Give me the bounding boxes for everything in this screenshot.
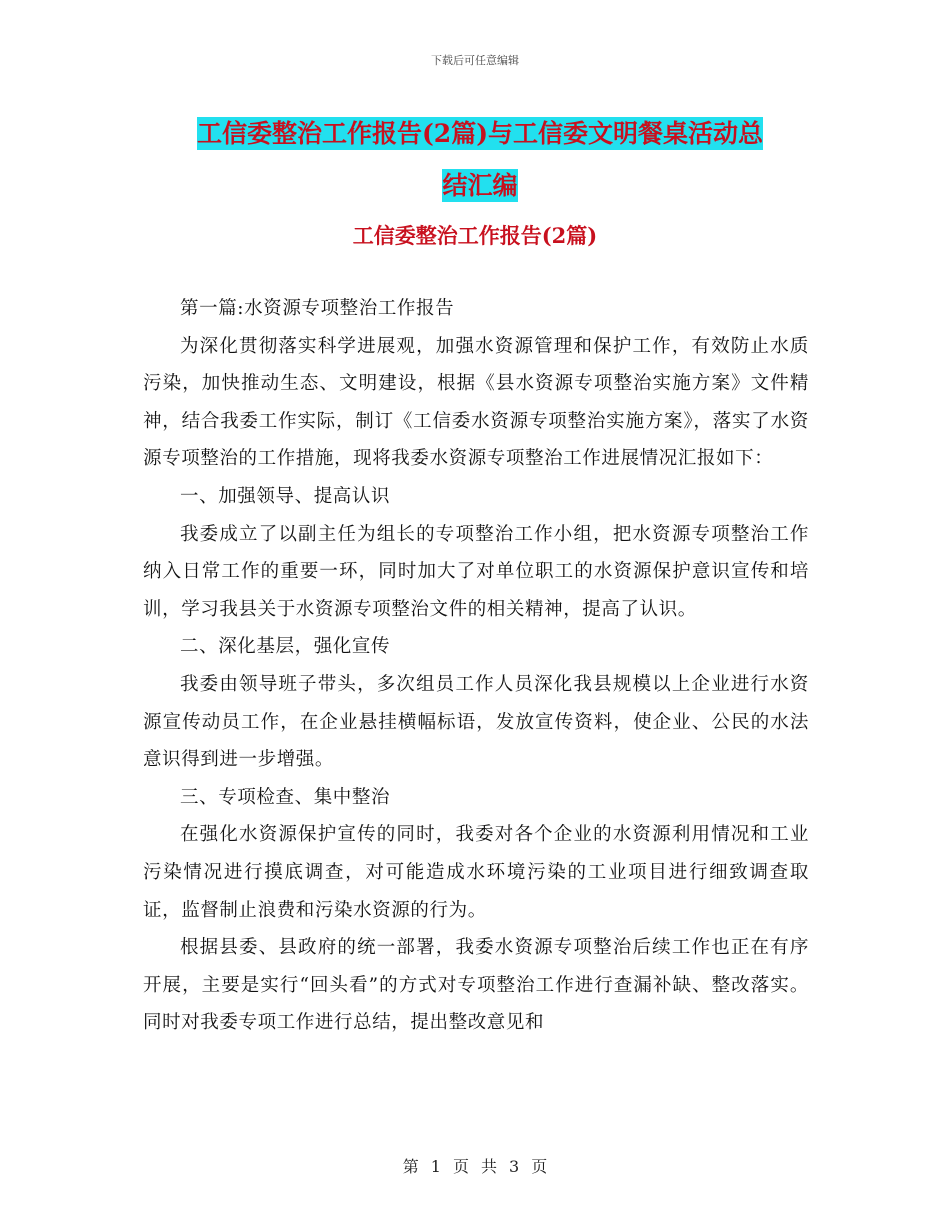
paragraph-heading: 第一篇:水资源专项整治工作报告 <box>180 298 455 319</box>
document-body <box>143 290 809 1042</box>
section-title: 工信委整治工作报告(2篇) <box>352 223 598 248</box>
paragraph-heading: 一、加强领导、提高认识 <box>180 485 391 507</box>
page-footer <box>0 1154 950 1177</box>
page-header-note: 下载后可任意编辑 <box>431 54 519 67</box>
page-total: 3 <box>509 1157 520 1176</box>
document-title-line2: 结汇编 <box>442 171 518 200</box>
paragraph: 我委由领导班子带头，多次组员工作人员深化我县规模以上企业进行水资源宣传动员工作，在企业悬挂横幅标语，发放宣传资料，使企业、公民的水法意识得到进一步增强。 <box>143 673 809 771</box>
total-label: 页 <box>531 1157 548 1176</box>
paragraph: 我委成立了以副主任为组长的专项整治工作小组，把水资源专项整治工作纳入日常工作的重要一环，同时加大了对单位职工的水资源保护意识宣传和培训，学习我县关于水资源专项整治文件的相关精神，提高了认识。 <box>143 523 809 620</box>
page-label: 第 <box>402 1157 419 1176</box>
document-title-line1: 工信委整治工作报告(2篇)与工信委文明餐桌活动总 <box>196 119 764 148</box>
page-label: 页 <box>452 1157 469 1176</box>
paragraph-heading: 二、深化基层，强化宣传 <box>180 636 391 658</box>
paragraph: 根据县委、县政府的统一部署，我委水资源专项整治后续工作也正在有序开展，主要是实行“回头看”的方式对专项整治工作进行查漏补缺、整改落实。同时对我委专项工作进行总结，提出整改意见和 <box>143 937 809 1034</box>
page-number: 1 <box>430 1157 441 1176</box>
total-label: 共 <box>481 1157 498 1176</box>
paragraph: 在强化水资源保护宣传的同时，我委对各个企业的水资源利用情况和工业污染情况进行摸底调查，对可能造成水环境污染的工业项目进行细致调查取证，监督制止浪费和污染水资源的行为。 <box>143 824 809 921</box>
document-title <box>140 108 820 212</box>
paragraph: 为深化贯彻落实科学进展观，加强水资源管理和保护工作，有效防止水质污染，加快推动生态、文明建设，根据《县水资源专项整治实施方案》文件精神，结合我委工作实际，制订《工信委水资源专项整治实施方案》，落实了水资源专项整治的工作措施，现将我委水资源专项整治工作进展情况汇报如下： <box>143 335 809 470</box>
paragraph-heading: 三、专项检查、集中整治 <box>180 786 391 808</box>
